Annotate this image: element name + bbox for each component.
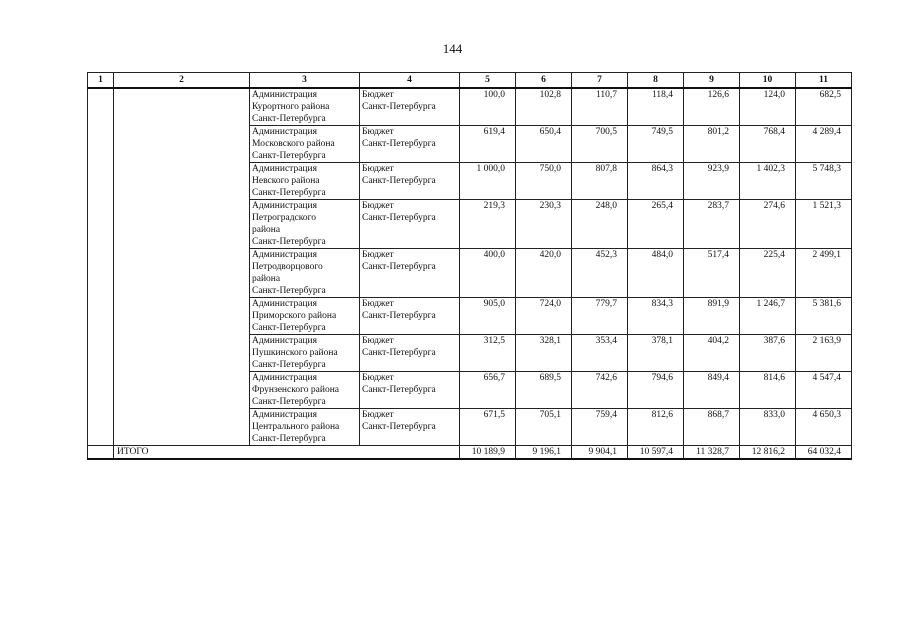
funding-source-cell — [360, 298, 460, 335]
value-cell: 2 499,1 — [796, 249, 852, 298]
funding-source-cell — [360, 200, 460, 249]
value-cell: 274,6 — [740, 200, 796, 249]
total-value-cell: 11 328,7 — [684, 446, 740, 460]
column-header: 8 — [628, 73, 684, 89]
funding-source-line: Бюджет — [362, 336, 394, 346]
value-cell: 750,0 — [516, 163, 572, 200]
value-cell: 868,7 — [684, 409, 740, 446]
executor-line: Администрация — [252, 299, 317, 309]
value-cell: 656,7 — [460, 372, 516, 409]
value-cell: 759,4 — [572, 409, 628, 446]
column-header: 9 — [684, 73, 740, 89]
executor-line: Администрация — [252, 336, 317, 346]
executor-line: Санкт-Петербурга — [252, 188, 326, 198]
funding-source-line: Санкт-Петербурга — [362, 176, 436, 186]
value-cell: 807,8 — [572, 163, 628, 200]
value-cell: 484,0 — [628, 249, 684, 298]
value-cell: 779,7 — [572, 298, 628, 335]
value-cell: 353,4 — [572, 335, 628, 372]
executor-line: Администрация — [252, 127, 317, 137]
funding-source-cell — [360, 88, 460, 126]
funding-source-cell — [360, 163, 460, 200]
funding-source-cell — [360, 372, 460, 409]
executor-line: Администрация — [252, 373, 317, 383]
value-cell: 905,0 — [460, 298, 516, 335]
total-blank-cell — [88, 446, 114, 460]
column-header: 2 — [114, 73, 250, 89]
funding-source-cell — [360, 249, 460, 298]
value-cell: 4 547,4 — [796, 372, 852, 409]
total-value-cell: 9 904,1 — [572, 446, 628, 460]
total-value-cell: 12 816,2 — [740, 446, 796, 460]
funding-source-line: Санкт-Петербурга — [362, 213, 436, 223]
value-cell: 5 748,3 — [796, 163, 852, 200]
value-cell: 110,7 — [572, 88, 628, 126]
value-cell: 452,3 — [572, 249, 628, 298]
funding-source-line: Бюджет — [362, 90, 394, 100]
value-cell: 420,0 — [516, 249, 572, 298]
column-header: 6 — [516, 73, 572, 89]
value-cell: 923,9 — [684, 163, 740, 200]
column-header: 7 — [572, 73, 628, 89]
funding-source-line: Санкт-Петербурга — [362, 348, 436, 358]
measure-cell — [114, 88, 250, 446]
column-header: 10 — [740, 73, 796, 89]
value-cell: 1 000,0 — [460, 163, 516, 200]
executor-line: Центрального района — [252, 422, 340, 432]
value-cell: 849,4 — [684, 372, 740, 409]
executor-cell — [250, 298, 360, 335]
funding-source-line: Санкт-Петербурга — [362, 262, 436, 272]
funding-source-line: Бюджет — [362, 164, 394, 174]
value-cell: 834,3 — [628, 298, 684, 335]
value-cell: 328,1 — [516, 335, 572, 372]
funding-source-line: Бюджет — [362, 201, 394, 211]
executor-line: Курортного района — [252, 102, 330, 112]
executor-cell — [250, 249, 360, 298]
column-header: 4 — [360, 73, 460, 89]
value-cell: 682,5 — [796, 88, 852, 126]
funding-source-line: Санкт-Петербурга — [362, 311, 436, 321]
executor-line: Санкт-Петербурга — [252, 151, 326, 161]
executor-line: района — [252, 274, 281, 284]
executor-cell — [250, 335, 360, 372]
executor-line: Санкт-Петербурга — [252, 286, 326, 296]
executor-line: Фрунзенского района — [252, 385, 340, 395]
value-cell: 619,4 — [460, 126, 516, 163]
value-cell: 404,2 — [684, 335, 740, 372]
executor-line: Администрация — [252, 164, 317, 174]
total-value-cell: 9 196,1 — [516, 446, 572, 460]
funding-source-line: Бюджет — [362, 410, 394, 420]
total-row — [88, 446, 852, 460]
value-cell: 864,3 — [628, 163, 684, 200]
value-cell: 833,0 — [740, 409, 796, 446]
executor-cell — [250, 126, 360, 163]
column-header: 3 — [250, 73, 360, 89]
funding-source-cell — [360, 409, 460, 446]
column-header: 5 — [460, 73, 516, 89]
value-cell: 517,4 — [684, 249, 740, 298]
value-cell: 801,2 — [684, 126, 740, 163]
value-cell: 2 163,9 — [796, 335, 852, 372]
value-cell: 225,4 — [740, 249, 796, 298]
total-value-cell: 10 189,9 — [460, 446, 516, 460]
funding-source-line: Санкт-Петербурга — [362, 139, 436, 149]
funding-source-line: Санкт-Петербурга — [362, 385, 436, 395]
table-row — [88, 88, 852, 126]
value-cell: 794,6 — [628, 372, 684, 409]
value-cell: 705,1 — [516, 409, 572, 446]
value-cell: 4 289,4 — [796, 126, 852, 163]
executor-line: Санкт-Петербурга — [252, 114, 326, 124]
value-cell: 312,5 — [460, 335, 516, 372]
executor-line: Московского района — [252, 139, 335, 149]
value-cell: 768,4 — [740, 126, 796, 163]
value-cell: 700,5 — [572, 126, 628, 163]
funding-source-cell — [360, 126, 460, 163]
executor-line: Администрация — [252, 90, 317, 100]
executor-line: Невского района — [252, 176, 320, 186]
budget-table — [87, 72, 852, 460]
executor-line: Петродворцового — [252, 262, 323, 272]
executor-line: Санкт-Петербурга — [252, 360, 326, 370]
value-cell: 1 246,7 — [740, 298, 796, 335]
value-cell: 102,8 — [516, 88, 572, 126]
value-cell: 689,5 — [516, 372, 572, 409]
executor-line: Пушкинского района — [252, 348, 338, 358]
executor-line: Администрация — [252, 410, 317, 420]
executor-line: Приморского района — [252, 311, 337, 321]
value-cell: 671,5 — [460, 409, 516, 446]
executor-cell — [250, 163, 360, 200]
executor-line: Администрация — [252, 250, 317, 260]
executor-line: Администрация — [252, 201, 317, 211]
funding-source-cell — [360, 335, 460, 372]
value-cell: 230,3 — [516, 200, 572, 249]
funding-source-line: Санкт-Петербурга — [362, 102, 436, 112]
value-cell: 812,6 — [628, 409, 684, 446]
executor-cell — [250, 200, 360, 249]
value-cell: 742,6 — [572, 372, 628, 409]
column-header: 1 — [88, 73, 114, 89]
executor-cell — [250, 88, 360, 126]
value-cell: 100,0 — [460, 88, 516, 126]
funding-source-line: Бюджет — [362, 127, 394, 137]
column-header: 11 — [796, 73, 852, 89]
value-cell: 118,4 — [628, 88, 684, 126]
executor-line: Петроградского — [252, 213, 317, 223]
executor-line: Санкт-Петербурга — [252, 397, 326, 407]
total-value-cell: 10 597,4 — [628, 446, 684, 460]
value-cell: 4 650,3 — [796, 409, 852, 446]
value-cell: 724,0 — [516, 298, 572, 335]
value-cell: 248,0 — [572, 200, 628, 249]
executor-cell — [250, 372, 360, 409]
value-cell: 749,5 — [628, 126, 684, 163]
total-value-cell: 64 032,4 — [796, 446, 852, 460]
funding-source-line: Санкт-Петербурга — [362, 422, 436, 432]
value-cell: 219,3 — [460, 200, 516, 249]
funding-source-line: Бюджет — [362, 299, 394, 309]
value-cell: 650,4 — [516, 126, 572, 163]
value-cell: 5 381,6 — [796, 298, 852, 335]
executor-line: Санкт-Петербурга — [252, 237, 326, 247]
value-cell: 400,0 — [460, 249, 516, 298]
value-cell: 891,9 — [684, 298, 740, 335]
value-cell: 814,6 — [740, 372, 796, 409]
value-cell: 283,7 — [684, 200, 740, 249]
table-body — [88, 73, 852, 460]
column-number-row — [88, 73, 852, 89]
row-number-cell — [88, 88, 114, 446]
value-cell: 387,6 — [740, 335, 796, 372]
value-cell: 1 402,3 — [740, 163, 796, 200]
executor-line: Санкт-Петербурга — [252, 323, 326, 333]
executor-cell — [250, 409, 360, 446]
value-cell: 1 521,3 — [796, 200, 852, 249]
value-cell: 124,0 — [740, 88, 796, 126]
value-cell: 126,6 — [684, 88, 740, 126]
executor-line: Санкт-Петербурга — [252, 434, 326, 444]
value-cell: 378,1 — [628, 335, 684, 372]
value-cell: 265,4 — [628, 200, 684, 249]
funding-source-line: Бюджет — [362, 250, 394, 260]
total-label: ИТОГО — [114, 446, 460, 460]
executor-line: района — [252, 225, 281, 235]
funding-source-line: Бюджет — [362, 373, 394, 383]
page-number: 144 — [442, 41, 463, 56]
